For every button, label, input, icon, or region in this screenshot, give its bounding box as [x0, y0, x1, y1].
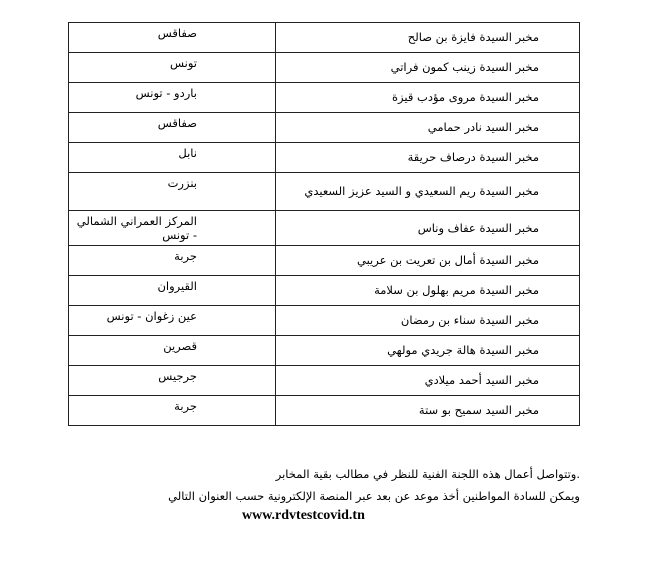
lab-city: المركز العمراني الشمالي - تونس — [69, 211, 276, 246]
lab-name: مخبر السيدة مروى مؤدب قيزة — [276, 83, 580, 113]
lab-name: مخبر السيد أحمد ميلادي — [276, 366, 580, 396]
labs-table — [68, 22, 580, 426]
lab-city: جرجيس — [69, 366, 276, 396]
appointment-url[interactable]: www.rdvtestcovid.tn — [242, 508, 365, 523]
lab-city: القيروان — [69, 276, 276, 306]
lab-name: مخبر السيدة درصاف حريقة — [276, 143, 580, 173]
lab-name: مخبر السيد سميح بو ستة — [276, 396, 580, 426]
lab-city: باردو - تونس — [69, 83, 276, 113]
table-row — [69, 83, 580, 113]
labs-table-body — [69, 23, 580, 426]
lab-city: نابل — [69, 143, 276, 173]
table-row — [69, 173, 580, 211]
lab-name: مخبر السيدة زينب كمون فراتي — [276, 53, 580, 83]
table-row — [69, 306, 580, 336]
lab-city: صفاقس — [69, 113, 276, 143]
lab-name: مخبر السيدة فايزة بن صالح — [276, 23, 580, 53]
lab-name: مخبر السيدة ريم السعيدي و السيد عزيز السعيدي — [276, 173, 580, 211]
lab-name: مخبر السيد نادر حمامي — [276, 113, 580, 143]
table-row — [69, 53, 580, 83]
table-row — [69, 396, 580, 426]
table-row — [69, 211, 580, 246]
table-row — [69, 336, 580, 366]
footer-line-continuation: .وتتواصل أعمال هذه اللجنة الفنية للنظر في مطالب بقية المخابر — [275, 467, 580, 481]
table-row — [69, 246, 580, 276]
table-row — [69, 23, 580, 53]
lab-city: عين زغوان - تونس — [69, 306, 276, 336]
table-row — [69, 276, 580, 306]
lab-city: قصرين — [69, 336, 276, 366]
lab-name: مخبر السيدة سناء بن رمضان — [276, 306, 580, 336]
lab-name: مخبر السيدة مريم بهلول بن سلامة — [276, 276, 580, 306]
lab-city: تونس — [69, 53, 276, 83]
table-row — [69, 113, 580, 143]
lab-city: صفاقس — [69, 23, 276, 53]
lab-city: جربة — [69, 396, 276, 426]
lab-city: جربة — [69, 246, 276, 276]
lab-name: مخبر السيدة عفاف وناس — [276, 211, 580, 246]
table-row — [69, 366, 580, 396]
lab-city: بنزرت — [69, 173, 276, 211]
lab-name: مخبر السيدة هالة جريدي مولهي — [276, 336, 580, 366]
table-row — [69, 143, 580, 173]
lab-name: مخبر السيدة أمال بن تعريت بن عريبي — [276, 246, 580, 276]
footer-line-appointment: ويمكن للسادة المواطنين أخذ موعد عن بعد عبر المنصة الإلكترونية حسب العنوان التالي — [168, 489, 580, 503]
